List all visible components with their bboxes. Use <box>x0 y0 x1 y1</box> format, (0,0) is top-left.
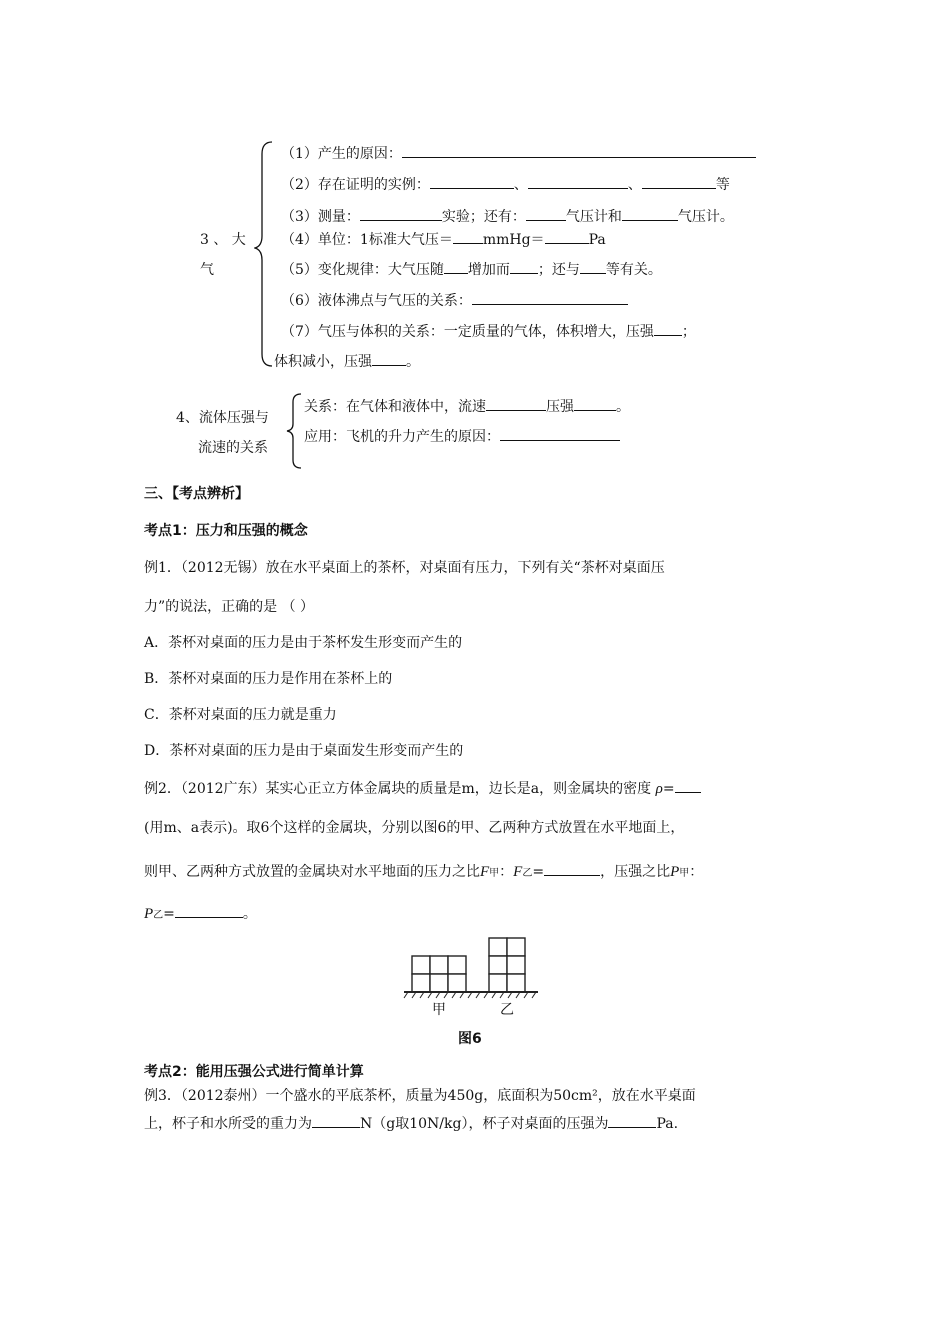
force-symbol-yi: F <box>513 864 523 880</box>
blank-cause[interactable] <box>402 142 756 158</box>
example1-line2: 力”的说法，正确的是 （ ） <box>144 599 315 615</box>
example3-line1: 例3．（2012泰州）一个盛水的平底茶杯，质量为450g，底面积为50cm²，放在水平桌面 <box>144 1088 696 1104</box>
s3-item-7-continuation <box>274 350 420 372</box>
blank-decrease[interactable] <box>510 258 538 274</box>
s3-item-5-text-b: 增加而 <box>467 262 510 278</box>
blank-flow-pressure[interactable] <box>574 395 616 411</box>
s3-item-6-text-a: （6）液体沸点与气压的关系： <box>281 293 472 309</box>
s3-item-4 <box>281 228 606 250</box>
eq-p: = <box>163 906 175 922</box>
example3-line2-text-b: N（g取10N/kg），杯子对桌面的压强为 <box>360 1116 609 1132</box>
blank-volume-decrease[interactable] <box>372 350 406 366</box>
s3-item-5-text-c: ；还与 <box>537 262 580 278</box>
example3-line2-text-c: Pa. <box>656 1116 679 1132</box>
example2-line3-text: 则甲、乙两种方式放置的金属块对水平地面的压力之比 <box>144 864 480 880</box>
s3-item-4-text-c: Pa <box>588 232 606 248</box>
block-jia-6 <box>448 974 466 992</box>
s3-item-7 <box>281 320 696 342</box>
s3-item-2-sep1: 、 <box>513 177 528 193</box>
blank-lift-cause[interactable] <box>500 425 620 441</box>
s3-item-4-text-b: mmHg＝ <box>482 232 545 248</box>
s3-item-2-text: （2）存在证明的实例： <box>281 177 430 193</box>
example2-line3-text-b: ，压强之比 <box>600 864 671 880</box>
example3-line2 <box>144 1112 678 1134</box>
s3-item-4-text-a: （4）单位：1标准大气压＝ <box>281 232 453 248</box>
example2-line4 <box>144 902 257 926</box>
s4-application-text: 应用：飞机的升力产生的原因： <box>304 429 500 445</box>
pressure-symbol-yi: P <box>144 906 154 922</box>
section4-label-line2: 流速的关系 <box>198 440 268 456</box>
s3-item-7-text-a: （7）气压与体积的关系：一定质量的气体，体积增大，压强 <box>281 324 654 340</box>
block-jia-5 <box>430 974 448 992</box>
figure6-label-jia: 甲 <box>432 1002 446 1018</box>
example2-eq: = <box>662 781 675 797</box>
figure6-blocks <box>400 930 540 1000</box>
s3-item-3-text-d: 气压计。 <box>677 209 734 225</box>
example2-line3 <box>144 860 703 884</box>
block-yi-3 <box>489 956 507 974</box>
s3-item-1-text: （1）产生的原因： <box>281 146 402 162</box>
block-yi-2 <box>507 938 525 956</box>
blank-force-ratio[interactable] <box>544 860 600 876</box>
block-jia-1 <box>412 956 430 974</box>
s3-item-6 <box>281 289 628 311</box>
section3-label-line2: 气 <box>200 262 214 278</box>
example2-line1-text: 例2．（2012广东）某实心正立方体金属块的质量是m，边长是a，则金属块的密度 <box>144 781 656 797</box>
blank-barometer-1[interactable] <box>526 205 566 221</box>
s4-relation <box>304 395 630 417</box>
sub-jia-f: 甲 <box>489 868 500 879</box>
blank-example-2[interactable] <box>528 173 628 189</box>
block-jia-4 <box>412 974 430 992</box>
example1-option-a[interactable]: A．茶杯对桌面的压力是由于茶杯发生形变而产生的 <box>144 635 463 651</box>
figure6-caption: 图6 <box>458 1031 482 1047</box>
block-yi-5 <box>489 974 507 992</box>
left-brace-section4 <box>286 392 302 470</box>
blank-measure-exp[interactable] <box>360 205 442 221</box>
kaodian2-heading: 考点2：能用压强公式进行简单计算 <box>144 1064 364 1080</box>
s3-item-3-text-a: （3）测量： <box>281 209 360 225</box>
s3-item-3-text-c: 气压计和 <box>565 209 622 225</box>
s3-item-5-text-d: 等有关。 <box>605 262 662 278</box>
eq-f: = <box>532 864 545 880</box>
s3-item-1 <box>281 142 756 164</box>
s4-relation-text-a: 关系：在气体和液体中，流速 <box>304 399 486 415</box>
s3-item-3-text-b: 实验；还有： <box>441 209 526 225</box>
colon-f: ： <box>499 864 514 880</box>
example1-line1: 例1．（2012无锡）放在水平桌面上的茶杯，对桌面有压力，下列有关“茶杯对桌面压 <box>144 560 665 576</box>
colon-p: ： <box>689 864 704 880</box>
sub-yi-p: 乙 <box>153 910 164 921</box>
s3-item-2-sep2: 、 <box>627 177 642 193</box>
s3-item-3 <box>281 205 734 227</box>
s3-continuation-end: 。 <box>406 354 420 370</box>
example1-option-b[interactable]: B．茶杯对桌面的压力是作用在茶杯上的 <box>144 671 393 687</box>
s4-relation-text-b: 压强 <box>546 399 574 415</box>
blank-barometer-2[interactable] <box>622 205 678 221</box>
sub-jia-p: 甲 <box>679 868 690 879</box>
s3-item-5 <box>281 258 662 280</box>
blank-density[interactable] <box>675 777 701 793</box>
block-jia-2 <box>430 956 448 974</box>
force-symbol-jia: F <box>480 864 490 880</box>
example2-line2: (用m、a表示)。取6个这样的金属块，分别以图6的甲、乙两种方式放置在水平地面上， <box>144 820 685 836</box>
section4-label-line1: 4、流体压强与 <box>176 410 269 426</box>
kaodian1-heading: 考点1：压力和压强的概念 <box>144 523 308 539</box>
blank-gravity[interactable] <box>312 1112 360 1128</box>
example2-line1 <box>144 777 701 799</box>
example3-line2-text-a: 上，杯子和水所受的重力为 <box>144 1116 312 1132</box>
heading-kaodian-bianxi: 三、【考点辨析】 <box>144 486 249 502</box>
figure6-label-yi: 乙 <box>500 1002 514 1018</box>
s3-item-7-text-b: ； <box>681 324 696 340</box>
pressure-symbol-jia: P <box>670 864 680 880</box>
blank-cup-pressure[interactable] <box>608 1112 656 1128</box>
section3-label-line1: 3 、 大 <box>200 232 246 248</box>
blank-pressure-ratio[interactable] <box>175 902 243 918</box>
s4-relation-text-c: 。 <box>616 399 630 415</box>
example2-line4-end: 。 <box>242 906 257 922</box>
blank-flow-speed[interactable] <box>486 395 546 411</box>
blank-mmhg[interactable] <box>453 228 483 244</box>
blank-example-3[interactable] <box>642 173 716 189</box>
example1-option-d[interactable]: D．茶杯对桌面的压力是由于桌面发生形变而产生的 <box>144 743 464 759</box>
block-jia-3 <box>448 956 466 974</box>
sub-yi-f: 乙 <box>522 868 533 879</box>
s3-continuation-text: 体积减小，压强 <box>274 354 372 370</box>
blank-volume-increase[interactable] <box>654 320 682 336</box>
block-yi-1 <box>489 938 507 956</box>
s3-item-2-end: 等 <box>715 177 730 193</box>
blank-example-1[interactable] <box>430 173 514 189</box>
left-brace-section3 <box>254 140 274 370</box>
blank-altitude[interactable] <box>444 258 468 274</box>
s3-item-5-text-a: （5）变化规律：大气压随 <box>281 262 444 278</box>
blank-factor[interactable] <box>580 258 606 274</box>
blank-boiling[interactable] <box>472 289 628 305</box>
block-yi-4 <box>507 956 525 974</box>
s3-item-2 <box>281 173 730 195</box>
rho-symbol: ρ <box>655 781 663 797</box>
block-yi-6 <box>507 974 525 992</box>
example1-option-c[interactable]: C．茶杯对桌面的压力就是重力 <box>144 707 337 723</box>
blank-pa[interactable] <box>545 228 589 244</box>
s4-application <box>304 425 620 447</box>
